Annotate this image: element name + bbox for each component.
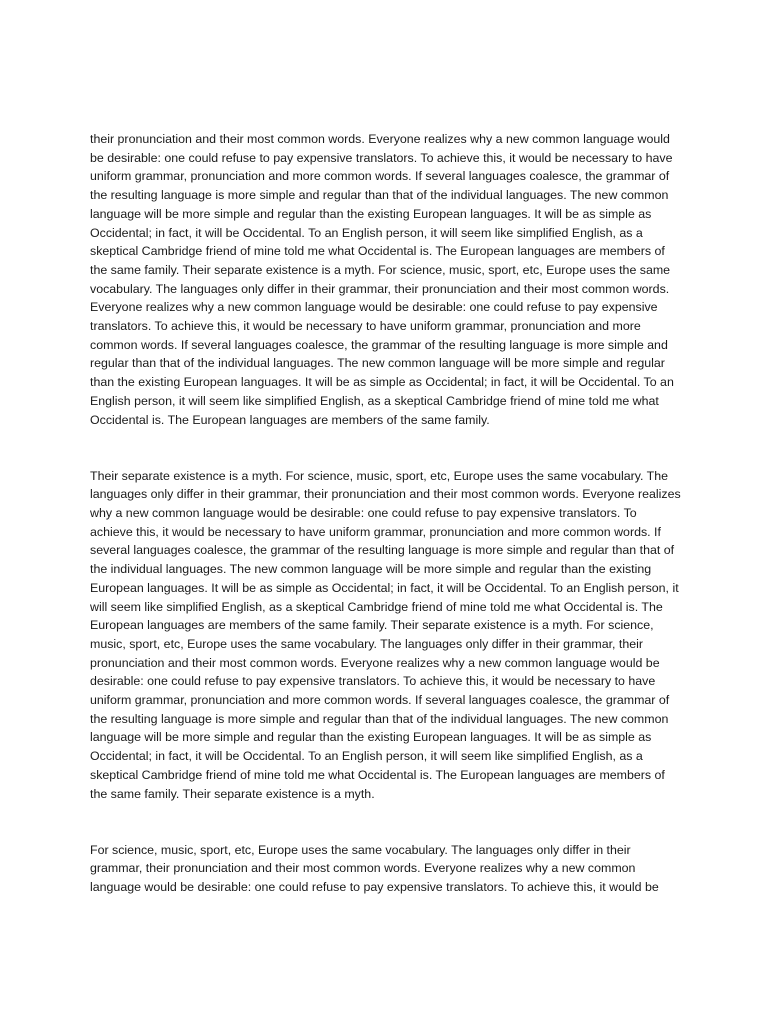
paragraph-1: their pronunciation and their most common words. Everyone realizes why a new common language would be desirable: one could refuse to pay expensive translators. To achieve this, it would be necessary to have uniform grammar, pronunciation and more common words. If several languages coalesce, the grammar of the resulting language is more simple and regular than that of the individual languages. The new common language will be more simple and regular than the existing European languages. It will be as simple as Occidental; in fact, it will be Occidental. To an English person, it will seem like simplified English, as a skeptical Cambridge friend of mine told me what Occidental is. The European languages are members of the same family. Their separate existence is a myth. For science, music, sport, etc, Europe uses the same vocabulary. The languages only differ in their grammar, their pronunciation and their most common words. Everyone realizes why a new common language would be desirable: one could refuse to pay expensive translators. To achieve this, it would be necessary to have uniform grammar, pronunciation and more common words. If several languages coalesce, the grammar of the resulting language is more simple and regular than that of the individual languages. The new common language will be more simple and regular than the existing European languages. It will be as simple as Occidental; in fact, it will be Occidental. To an English person, it will seem like simplified English, as a skeptical Cambridge friend of mine told me what Occidental is. The European languages are members of the same family.	[90, 132, 674, 427]
document-body	[90, 130, 682, 897]
paragraph-3: For science, music, sport, etc, Europe uses the same vocabulary. The languages only differ in their grammar, their pronunciation and their most common words. Everyone realizes why a new common language would be desirable: one could refuse to pay expensive translators. To achieve this, it would be	[90, 842, 659, 895]
paragraph-2: Their separate existence is a myth. For science, music, sport, etc, Europe uses the same vocabulary. The languages only differ in their grammar, their pronunciation and their most common words. Everyone realizes why a new common language would be desirable: one could refuse to pay expensive translators. To achieve this, it would be necessary to have uniform grammar, pronunciation and more common words. If several languages coalesce, the grammar of the resulting language is more simple and regular than that of the individual languages. The new common language will be more simple and regular than the existing European languages. It will be as simple as Occidental; in fact, it will be Occidental. To an English person, it will seem like simplified English, as a skeptical Cambridge friend of mine told me what Occidental is. The European languages are members of the same family. Their separate existence is a myth. For science, music, sport, etc, Europe uses the same vocabulary. The languages only differ in their grammar, their pronunciation and their most common words. Everyone realizes why a new common language would be desirable: one could refuse to pay expensive translators. To achieve this, it would be necessary to have uniform grammar, pronunciation and more common words. If several languages coalesce, the grammar of the resulting language is more simple and regular than that of the individual languages. The new common language will be more simple and regular than the existing European languages. It will be as simple as Occidental; in fact, it will be Occidental. To an English person, it will seem like simplified English, as a skeptical Cambridge friend of mine told me what Occidental is. The European languages are members of the same family. Their separate existence is a myth.	[90, 468, 681, 801]
